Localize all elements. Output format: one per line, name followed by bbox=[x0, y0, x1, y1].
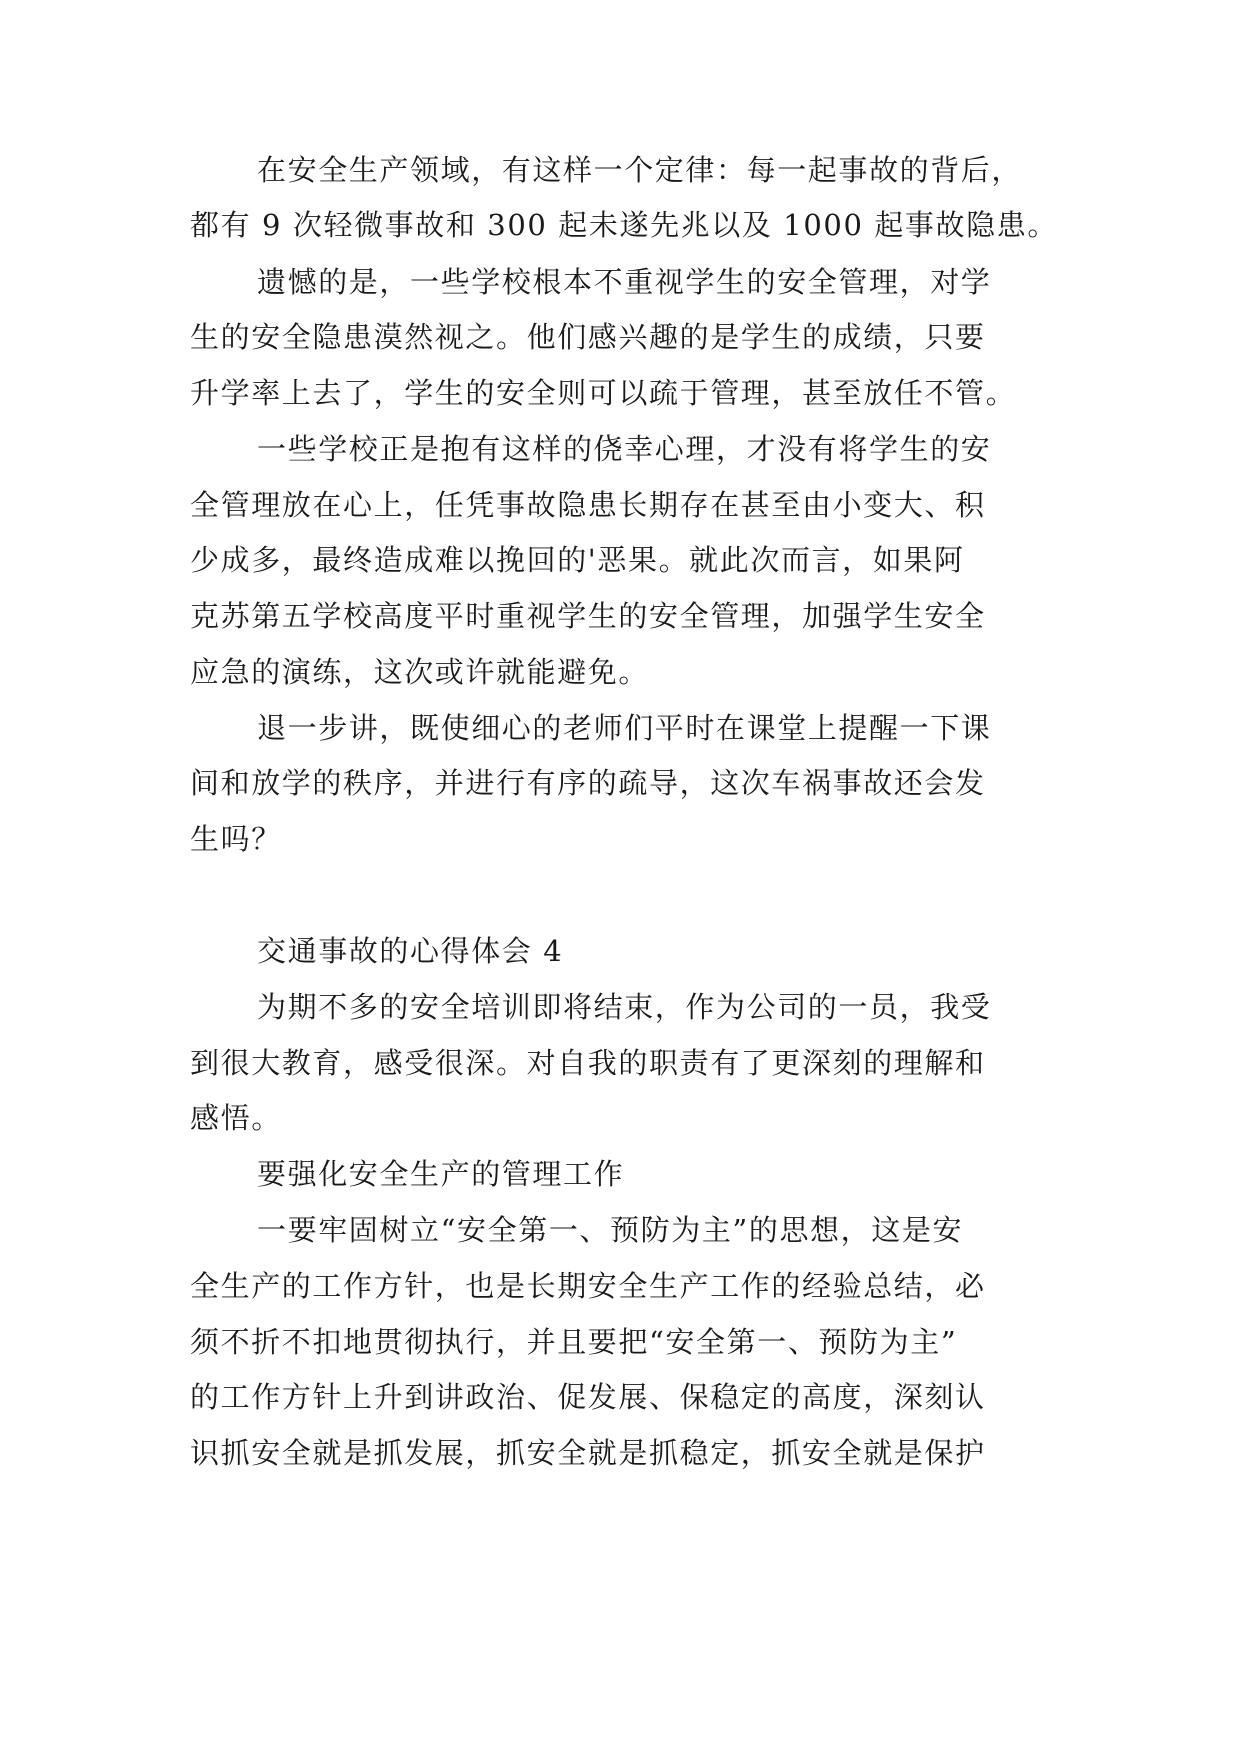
paragraph-line: 生的安全隐患漠然视之。他们感兴趣的是学生的成绩，只要 bbox=[190, 320, 986, 354]
paragraph-line: 识抓安全就是抓发展，抓安全就是抓稳定，抓安全就是保护 bbox=[190, 1436, 986, 1470]
paragraph-line: 少成多，最终造成难以挽回的'恶果。就此次而言，如果阿 bbox=[190, 543, 965, 577]
paragraph-line: 间和放学的秩序，并进行有序的疏导，这次车祸事故还会发 bbox=[190, 766, 986, 800]
paragraph-line: 全生产的工作方针，也是长期安全生产工作的经验总结，必 bbox=[190, 1269, 986, 1303]
paragraph-line: 退一步讲，既使细心的老师们平时在课堂上提醒一下课 bbox=[257, 711, 992, 745]
paragraph-line: 遗憾的是，一些学校根本不重视学生的安全管理，对学 bbox=[257, 265, 992, 299]
paragraph-line: 生吗？ bbox=[190, 822, 282, 856]
paragraph-line: 到很大教育，感受很深。对自我的职责有了更深刻的理解和 bbox=[190, 1046, 986, 1080]
paragraph-line: 应急的演练，这次或许就能避免。 bbox=[190, 655, 650, 689]
paragraph-line: 全管理放在心上，任凭事故隐患长期存在甚至由小变大、积 bbox=[190, 488, 986, 522]
subheading: 要强化安全生产的管理工作 bbox=[257, 1157, 625, 1191]
paragraph-line: 一些学校正是抱有这样的侥幸心理，才没有将学生的安 bbox=[257, 432, 992, 466]
paragraph-line: 感悟。 bbox=[190, 1101, 282, 1135]
paragraph-line: 的工作方针上升到讲政治、促发展、保稳定的高度，深刻认 bbox=[190, 1380, 986, 1414]
paragraph-line: 升学率上去了，学生的安全则可以疏于管理，甚至放任不管。 bbox=[190, 376, 1017, 410]
paragraph-line: 都有 9 次轻微事故和 300 起未遂先兆以及 1000 起事故隐患。 bbox=[190, 208, 1058, 242]
paragraph-line: 须不折不扣地贯彻执行，并且要把“安全第一、预防为主” bbox=[190, 1325, 958, 1359]
paragraph-line: 一要牢固树立“安全第一、预防为主”的思想，这是安 bbox=[257, 1213, 964, 1247]
paragraph-line: 为期不多的安全培训即将结束，作为公司的一员，我受 bbox=[257, 990, 992, 1024]
section-heading: 交通事故的心得体会 4 bbox=[257, 934, 564, 968]
paragraph-line: 克苏第五学校高度平时重视学生的安全管理，加强学生安全 bbox=[190, 599, 986, 633]
paragraph-line: 在安全生产领域，有这样一个定律：每一起事故的背后， bbox=[257, 153, 1023, 187]
